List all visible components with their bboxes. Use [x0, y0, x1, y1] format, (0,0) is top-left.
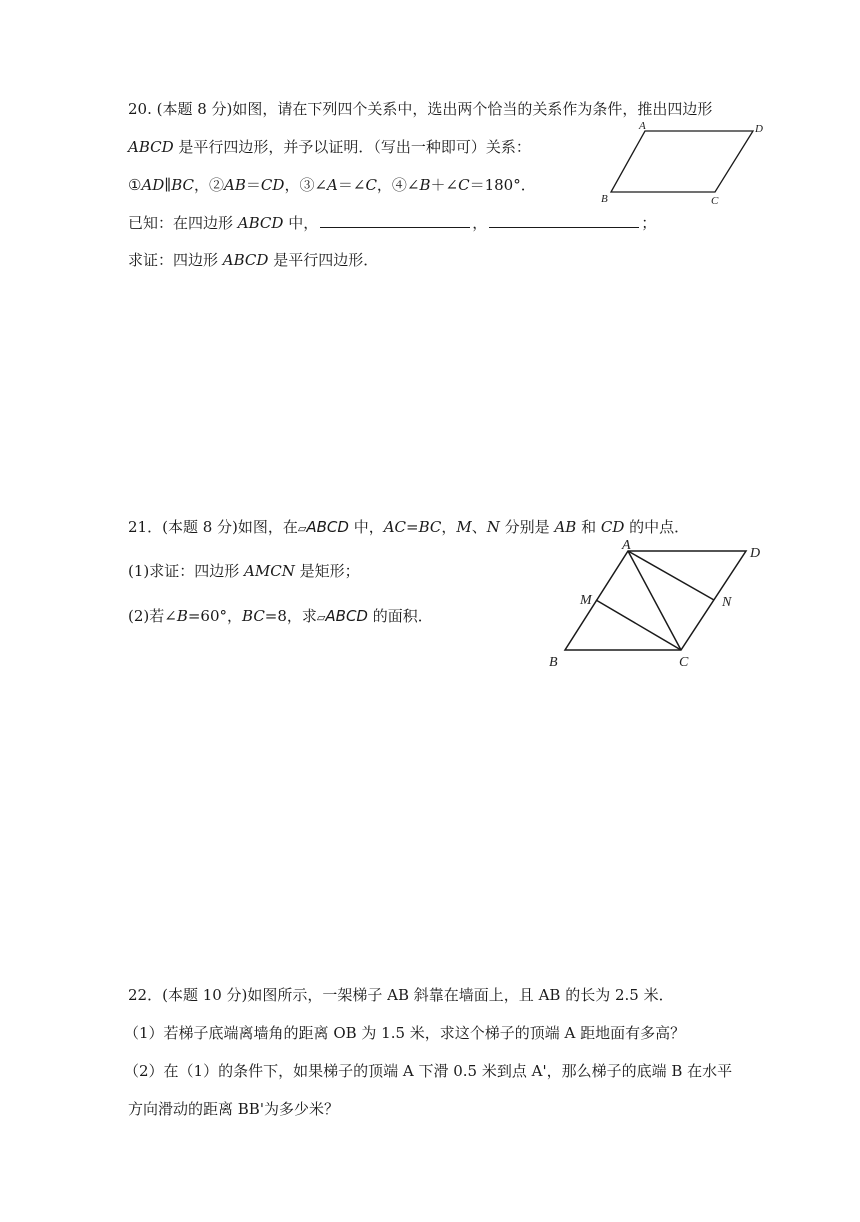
q21-header-d: 的中点． — [624, 518, 690, 536]
given-abcd: ABCD — [237, 214, 284, 232]
q22-part2-line2: 方向滑动的距离 BB'为多少米？ — [128, 1100, 339, 1118]
q21-p2-eq8: =8，求 — [264, 607, 317, 625]
q20-line2 — [128, 137, 531, 157]
parallelogram-symbol: ▱ — [297, 522, 307, 535]
prove-rest: 是平行四边形． — [268, 251, 379, 269]
cond1-bc: BC — [171, 176, 195, 194]
cond4-plus: ＋∠ — [430, 176, 459, 194]
q21-header-b: 中， — [348, 518, 384, 536]
q21-vertex-a-label: A — [622, 538, 631, 553]
q21-ac: AC — [383, 518, 407, 536]
vertex-b-label: B — [601, 193, 608, 205]
q21-eq: = — [406, 518, 419, 536]
q21-p2-rest: 的面积． — [367, 607, 433, 625]
cond2-cd: CD — [260, 176, 285, 194]
parallelogram-abcd — [611, 131, 753, 192]
q21-vertex-m-label: M — [580, 593, 592, 608]
cond4-c: C — [458, 176, 470, 194]
q21-vertex-b-label: B — [549, 655, 558, 670]
q21-n: N — [486, 518, 500, 536]
given-prefix: 已知：在四边形 — [128, 214, 238, 232]
vertex-d-label: D — [755, 123, 763, 135]
cond2-ab: AB — [224, 176, 246, 194]
q21-and: 和 — [576, 518, 601, 536]
cond3-a: A — [327, 176, 338, 194]
q21-p2-eq60: =60°， — [187, 607, 243, 625]
q20-prove — [128, 250, 378, 270]
q20-abcd: ABCD — [128, 138, 174, 156]
cond1-ad: AD — [141, 176, 165, 194]
q21-vertex-c-label: C — [679, 655, 689, 670]
q20-header-text: . (本题 8 分)如图，请在下列四个关系中，选出两个恰当的关系作为条件，推出四边形 — [147, 100, 713, 118]
q20-given — [128, 213, 656, 233]
q21-ab: AB — [554, 518, 577, 536]
q21-p2-prefix: (2)若∠ — [128, 607, 177, 625]
given-mid: 中， — [283, 214, 319, 232]
cond4-number: ，④∠ — [376, 176, 420, 194]
parallelogram-symbol-2: ▱ — [316, 611, 326, 624]
q21-p1-rest: 是矩形； — [294, 562, 360, 580]
q21-m: M — [456, 518, 472, 536]
q21-dun: 、 — [471, 518, 487, 536]
cond3-number: ，③∠ — [284, 176, 328, 194]
answer-blank-1[interactable] — [320, 213, 470, 228]
q21-vertex-d-label: D — [750, 546, 761, 561]
q21-vertex-n-label: N — [722, 595, 732, 610]
given-end: ； — [641, 214, 657, 232]
given-comma: ， — [472, 214, 488, 232]
prove-abcd: ABCD — [222, 251, 269, 269]
q21-part1 — [128, 561, 360, 581]
q22-part1: （1）若梯子底端离墙角的距离 OB 为 1.5 米，求这个梯子的顶端 A 距地面有多高？ — [124, 1024, 686, 1042]
q20-conditions — [128, 175, 536, 195]
cond1-number: ① — [128, 176, 142, 194]
q21-parallelogram-figure — [540, 534, 780, 674]
cond2-number: ，② — [194, 176, 225, 194]
q21-bc: BC — [418, 518, 442, 536]
vertex-c-label: C — [711, 195, 719, 207]
q21-p2-abcd: ABCD — [325, 607, 368, 625]
answer-blank-2[interactable] — [489, 213, 639, 228]
prove-prefix: 求证：四边形 — [128, 251, 223, 269]
vertex-a-label: A — [639, 120, 646, 132]
q22-header: 22．(本题 10 分)如图所示，一架梯子 AB 斜靠在墙面上，且 AB 的长为 2.5 米． — [128, 986, 674, 1004]
q20-header — [128, 99, 712, 119]
cond4-b: B — [419, 176, 431, 194]
q21-comma: ， — [441, 518, 457, 536]
q21-header-a: ．(本题 8 分)如图，在 — [147, 518, 298, 536]
cond3-equals: ＝∠ — [337, 176, 366, 194]
cond2-equals: ＝ — [245, 176, 261, 194]
q21-cd: CD — [600, 518, 625, 536]
cond4-value: ＝180°． — [469, 176, 536, 194]
q21-part2 — [128, 606, 433, 628]
q20-number: 20 — [128, 100, 148, 118]
q21-p2-bc: BC — [242, 607, 265, 625]
q20-line2-text: 是平行四边形，并予以证明．（写出一种即可）关系： — [173, 138, 531, 156]
cond3-c: C — [365, 176, 377, 194]
parallel-symbol: ∥ — [164, 176, 172, 194]
q21-p2-b: B — [176, 607, 188, 625]
q21-amcn: AMCN — [244, 562, 295, 580]
q21-header-c: 分别是 — [499, 518, 555, 536]
q21-number: 21 — [128, 518, 148, 536]
q21-abcd: ABCD — [306, 518, 349, 536]
q22-part2-line1: （2）在（1）的条件下，如果梯子的顶端 A 下滑 0.5 米到点 A'，那么梯子的底端 B 在水平 — [124, 1062, 733, 1080]
q20-parallelogram-figure — [595, 118, 775, 210]
q21-p1-prefix: (1)求证：四边形 — [128, 562, 245, 580]
